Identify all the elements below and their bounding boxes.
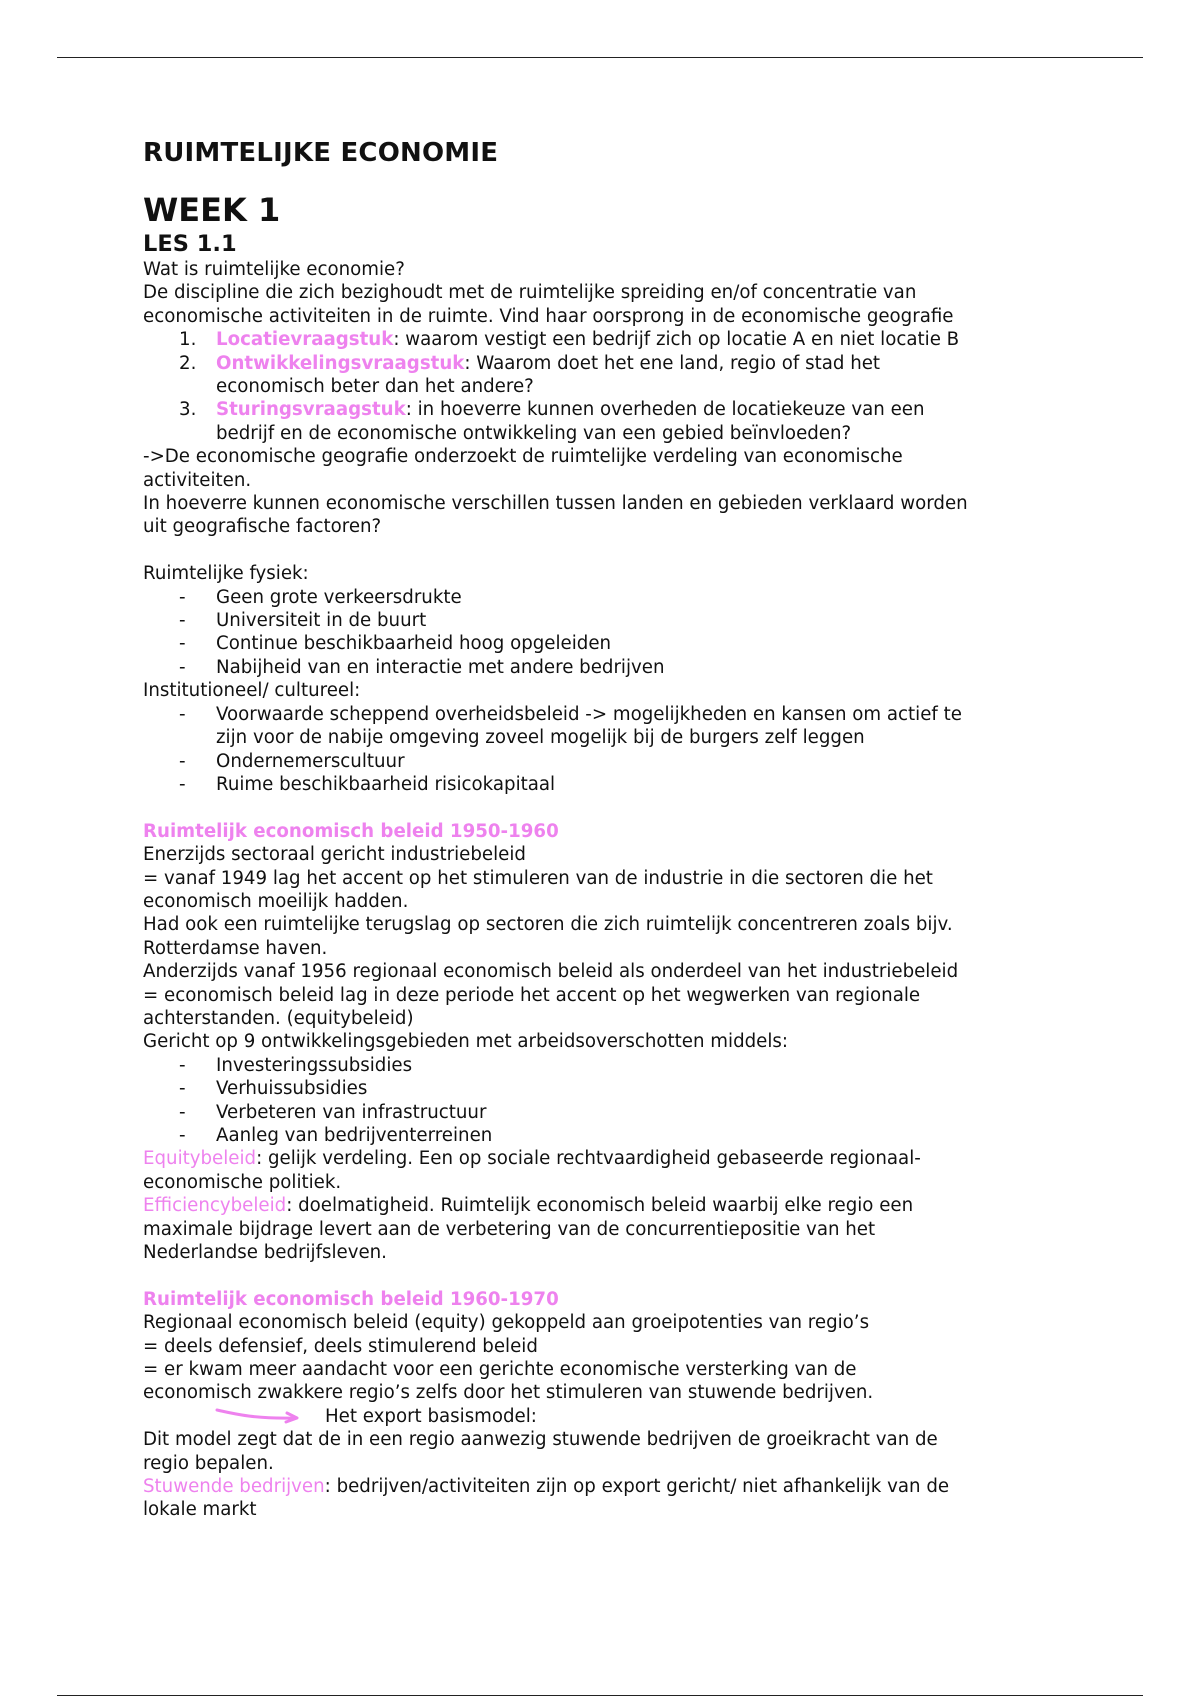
geo-statement-line: activiteiten. xyxy=(143,469,252,491)
text-line: Had ook een ruimtelijke terugslag op sectoren die zich ruimtelijk concentreren zoals bijv. xyxy=(143,914,953,936)
text-line: economisch zwakkere regio’s zelfs door het stimuleren van stuwende bedrijven. xyxy=(143,1382,874,1404)
item-text: : waarom vestigt een bedrijf zich op locatie A en niet locatie B xyxy=(393,329,960,351)
list-number: 2. xyxy=(179,352,197,374)
text-line: achterstanden. (equitybeleid) xyxy=(143,1007,414,1029)
spacer xyxy=(143,1264,1083,1287)
list-item xyxy=(179,328,1083,351)
export-model-label: Het export basismodel: xyxy=(325,1405,537,1427)
subsidy-list xyxy=(143,1054,1083,1148)
spacer xyxy=(143,539,1083,562)
geo-statement-line: ->De economische geografie onderzoekt de ruimtelijke verdeling van economische xyxy=(143,446,903,468)
export-model-line xyxy=(143,1405,1083,1428)
document-title: RUIMTELIJKE ECONOMIE xyxy=(143,138,499,168)
intro-definition-line: De discipline die zich bezighoudt met de ruimtelijke spreiding en/of concentratie van xyxy=(143,282,917,304)
institutional-list xyxy=(143,703,1083,797)
text-line: maximale bijdrage levert aan de verbetering van de concurrentiepositie van het xyxy=(143,1218,876,1240)
term-efficiencybeleid: Efficiencybeleid xyxy=(143,1195,287,1217)
stuwende-definition: Stuwende bedrijven: bedrijven/activiteiten zijn op export gericht/ niet afhankelijk van de xyxy=(143,1476,950,1498)
term-equitybeleid: Equitybeleid xyxy=(143,1148,257,1170)
top-rule xyxy=(57,57,1143,58)
institutional-heading: Institutioneel/ cultureel: xyxy=(143,680,361,702)
item-text: economisch beter dan het andere? xyxy=(216,376,534,398)
text-line: = er kwam meer aandacht voor een gerichte economische versterking van de xyxy=(143,1359,857,1381)
text-line: regio bepalen. xyxy=(143,1452,274,1474)
research-questions-list xyxy=(143,328,1083,445)
bottom-rule xyxy=(57,1695,1143,1696)
text-line: lokale markt xyxy=(143,1499,257,1521)
intro-definition-line: economische activiteiten in de ruimte. Vind haar oorsprong in de economische geografie xyxy=(143,305,954,327)
intro-question: Wat is ruimtelijke economie? xyxy=(143,258,405,280)
list-item: - Geen grote verkeersdrukte xyxy=(179,586,462,608)
week-heading: WEEK 1 xyxy=(143,191,281,230)
list-item: - Investeringssubsidies xyxy=(179,1054,413,1076)
term-ontwikkelingsvraagstuk: Ontwikkelingsvraagstuk xyxy=(216,352,465,374)
text-line: Nederlandse bedrijfsleven. xyxy=(143,1242,387,1264)
text-line: Dit model zegt dat de in een regio aanwezig stuwende bedrijven de groeikracht van de xyxy=(143,1429,938,1451)
item-text: : Waarom doet het ene land, regio of stad het xyxy=(464,352,881,374)
term-locatievraagstuk: Locatievraagstuk xyxy=(216,329,394,351)
geo-question-line: In hoeverre kunnen economische verschillen tussen landen en gebieden verklaard worden xyxy=(143,493,968,515)
text-line: economische politiek. xyxy=(143,1171,342,1193)
list-item: - Voorwaarde scheppend overheidsbeleid -> mogelijkheden en kansen om actief te zijn voor de nabije omgeving zoveel mogelijk bij de burgers zelf leggen xyxy=(179,703,962,749)
term-sturingsvraagstuk: Sturingsvraagstuk xyxy=(216,399,406,421)
list-item: - Verhuissubsidies xyxy=(179,1078,368,1100)
list-number: 1. xyxy=(179,329,197,351)
list-item xyxy=(179,398,1083,445)
text-line: = deels defensief, deels stimulerend beleid xyxy=(143,1335,538,1357)
list-item: - Ondernemerscultuur xyxy=(179,750,405,772)
physical-list xyxy=(143,586,1083,680)
efficiency-definition: Efficiencybeleid: doelmatigheid. Ruimtelijk economisch beleid waarbij elke regio een xyxy=(143,1195,914,1217)
geo-question-line: uit geografische factoren? xyxy=(143,516,382,538)
term-stuwende-bedrijven: Stuwende bedrijven xyxy=(143,1476,325,1498)
text-line: Gericht op 9 ontwikkelingsgebieden met arbeidsoverschotten middels: xyxy=(143,1031,788,1053)
spacer xyxy=(143,796,1083,819)
list-item: - Nabijheid van en interactie met andere bedrijven xyxy=(179,656,665,678)
list-item: - Universiteit in de buurt xyxy=(179,610,427,632)
list-item xyxy=(179,352,1083,399)
section-heading-1960: Ruimtelijk economisch beleid 1960-1970 xyxy=(143,1288,559,1310)
text-line: Regionaal economisch beleid (equity) gekoppeld aan groeipotenties van regio’s xyxy=(143,1312,870,1334)
list-item: - Verbeteren van infrastructuur xyxy=(179,1101,487,1123)
section-heading-1950: Ruimtelijk economisch beleid 1950-1960 xyxy=(143,820,559,842)
document-page xyxy=(143,138,1083,1522)
list-item: - Aanleg van bedrijventerreinen xyxy=(179,1124,493,1146)
list-item: - Ruime beschikbaarheid risicokapitaal xyxy=(179,773,556,795)
list-number: 3. xyxy=(179,399,197,421)
text-line: Enerzijds sectoraal gericht industriebeleid xyxy=(143,844,526,866)
text-line: economisch moeilijk hadden. xyxy=(143,890,409,912)
text-line: Anderzijds vanaf 1956 regionaal economisch beleid als onderdeel van het industriebeleid xyxy=(143,961,959,983)
physical-heading: Ruimtelijke fysiek: xyxy=(143,563,309,585)
text-line: = vanaf 1949 lag het accent op het stimuleren van de industrie in die sectoren die het xyxy=(143,867,933,889)
text-line: = economisch beleid lag in deze periode het accent op het wegwerken van regionale xyxy=(143,984,921,1006)
equity-definition: Equitybeleid: gelijk verdeling. Een op sociale rechtvaardigheid gebaseerde regionaal- xyxy=(143,1148,921,1170)
pink-arrow-icon xyxy=(215,1405,305,1427)
list-item: - Continue beschikbaarheid hoog opgeleiden xyxy=(179,633,612,655)
item-text: : in hoeverre kunnen overheden de locatiekeuze van een xyxy=(405,399,925,421)
text-line: Rotterdamse haven. xyxy=(143,937,328,959)
item-text: bedrijf en de economische ontwikkeling van een gebied beïnvloeden? xyxy=(216,422,852,444)
lesson-heading: LES 1.1 xyxy=(143,230,237,257)
